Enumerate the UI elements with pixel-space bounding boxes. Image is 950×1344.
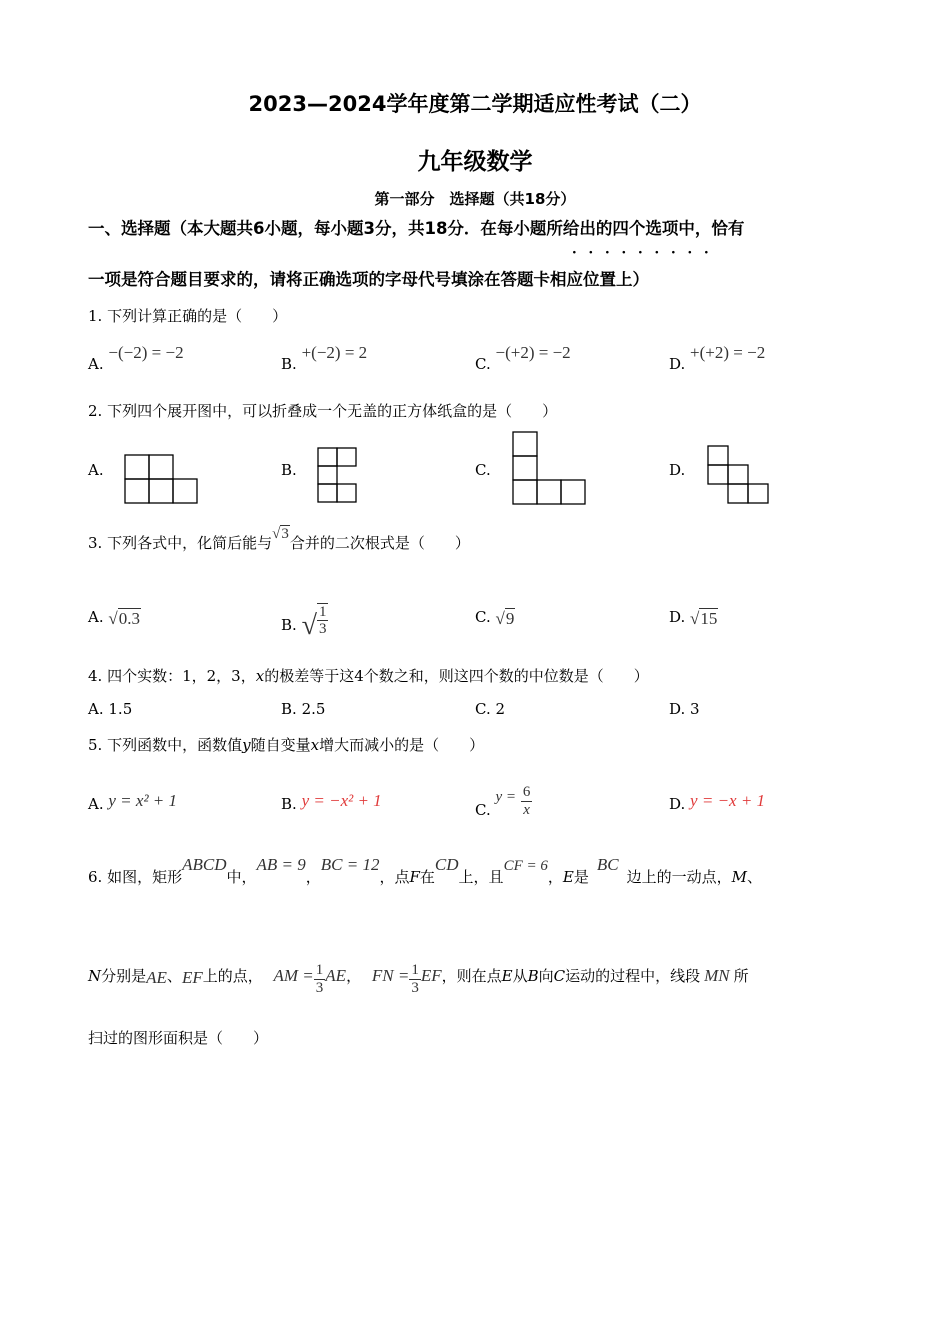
q6-text: 运动的过程中，线段 [565,967,701,985]
q4-option-b[interactable] [281,700,325,718]
q3-b-numerator: 1 [318,603,327,620]
q6-text: 从 [512,967,528,985]
q5-option-a[interactable] [88,791,178,814]
section-instructions-line2 [88,266,649,290]
option-letter: D. [669,608,686,626]
q6-text: ，点 [379,868,410,886]
q6-mn: MN [704,966,730,985]
q5-stem-b: 随自变量 [250,736,311,754]
q6-text: 在 [419,868,435,886]
q5-x: x [310,736,320,754]
q6-text: 所 [733,967,749,985]
q5-d-expr: y = −x + 1 [690,791,766,810]
option-letter: D. [669,355,686,373]
q3-b-denominator: 3 [318,621,327,637]
part-heading: 第一部分 选择题（共18分） [374,190,576,208]
q1-option-d[interactable] [669,343,766,374]
q6-text: 向 [538,967,554,985]
q6-text: ， [346,967,362,985]
q5-stem-c: 增大而减小的是（ ） [319,736,485,754]
q6-n: N [88,967,102,985]
q6-text: 、 [166,967,182,985]
q6-fn-lhs: FN = [371,966,410,985]
q5-option-c[interactable] [475,784,532,828]
q3-d-radicand: 15 [700,609,718,628]
q6-ae: AE [146,968,167,987]
q6-line3: 扫过的图形面积是（ ） [88,1029,269,1047]
q6-text: ， [547,868,563,886]
option-letter: B. [281,700,297,718]
option-letter: A. [88,700,104,718]
q3-option-d[interactable]: D. √15 [669,608,718,628]
q3-option-b[interactable]: B. √ $\frac{1}{3}$ [281,603,327,641]
option-letter: D. [669,700,686,718]
q6-am-lhs: AM = [273,966,314,985]
q1-option-a[interactable] [88,343,184,374]
q6-b: B [527,967,539,985]
q6-m: M [731,868,747,886]
q5-stem [88,734,484,755]
q5-option-b[interactable] [281,791,382,814]
q6-line2 [88,960,749,994]
q6-ab: AB = 9 [256,855,306,874]
q4-stem-b: 的极差等于这4个数之和，则这四个数的中位数是（ ） [264,667,649,685]
q2-option-d[interactable]: D. [669,461,686,479]
q6-text: 边上的一动点， [626,868,732,886]
q3-c-radicand: 9 [505,609,515,628]
option-letter: A. [88,795,104,813]
exam-subtitle: 九年级数学 [417,149,533,175]
q6-c: C [553,967,566,985]
option-letter: C. [475,801,491,819]
q4-option-a[interactable] [88,700,132,718]
q2-stem: 2. 下列四个展开图中，可以折叠成一个无盖的正方体纸盒的是（ ） [88,402,558,420]
q3-stem-radicand: 3 [281,526,289,542]
option-letter: B. [281,355,297,373]
q6-text: ，则在点 [441,967,502,985]
q6-text: 6. 如图，矩形 [88,868,183,886]
q1-d-expr: +(+2) = −2 [690,343,766,362]
q3-stem-b: 合并的二次根式是（ ） [289,534,470,552]
q5-stem-a: 5. 下列函数中，函数值 [88,736,243,754]
q3-option-a[interactable]: A. √0.3 [88,608,140,628]
q6-text: 上的点， [202,967,263,985]
q6-ef: EF [181,968,203,987]
instructions-text-a: 一项是符合题目要求的，请将正确选项的字母代号 [88,270,451,289]
q6-am-num: 1 [315,962,324,978]
q4-a-value: 1.5 [108,700,133,718]
q1-b-expr: +(−2) = 2 [301,343,368,362]
option-letter: A. [88,355,104,373]
q5-y: y [242,736,251,754]
q2-option-b[interactable]: B. [281,461,297,479]
q6-cf: CF = 6 [503,858,548,874]
q6-text: 上，且 [458,868,504,886]
q4-option-d[interactable] [669,700,700,718]
q6-f: F [409,868,420,886]
q1-stem: 1. 下列计算正确的是（ ） [88,307,288,325]
q4-b-value: 2.5 [301,700,326,718]
q5-option-d[interactable] [669,791,766,814]
q2-net-a [124,454,200,504]
q6-cd: CD [434,855,459,874]
q4-d-value: 3 [690,700,700,718]
q2-net-d [707,445,769,505]
q5-b-expr: y = −x² + 1 [301,791,382,810]
q2-net-c [512,431,589,505]
option-letter: B. [281,795,297,813]
q4-option-c[interactable] [475,700,505,718]
q6-am-den: 3 [315,979,324,996]
q2-net-b [317,447,359,505]
q1-option-c[interactable] [475,343,571,374]
q6-text: 是 [573,868,589,886]
q3-option-c[interactable]: C. √9 [475,608,515,628]
q4-c-value: 2 [495,700,506,718]
q6-e: E [562,868,574,886]
q6-bc2: BC [596,855,619,874]
q3-stem-a: 3. 下列各式中，化简后能与 [88,534,273,552]
q1-option-b[interactable] [281,343,368,374]
q4-var: x [255,667,265,685]
q6-am-rhs: AE [325,966,347,985]
q6-e2: E [501,967,513,985]
q1-a-expr: −(−2) = −2 [108,343,184,362]
q2-option-c[interactable]: C. [475,461,491,479]
option-letter: A. [88,608,104,626]
option-letter: C. [475,700,491,718]
q5-c-denominator: x [523,801,530,818]
option-letter: B. [281,616,297,634]
q6-fn-num: 1 [411,962,419,978]
section-instructions-line1: 一、选择题（本大题共6小题，每小题3分，共18分．在每小题所给出的四个选项中，恰有 [88,219,745,238]
q5-c-lhs: y = [495,789,517,805]
q3-a-radicand: 0.3 [118,609,140,628]
q2-option-a[interactable]: A. [88,461,104,479]
instructions-text-c: ） [632,270,649,289]
q5-c-numerator: 6 [522,784,531,800]
option-letter: C. [475,355,491,373]
q6-text: 分别是 [101,967,147,985]
q1-c-expr: −(+2) = −2 [495,343,571,362]
q3-stem: 3. 下列各式中，化简后能与√3合并的二次根式是（ ） [88,526,470,552]
emphasized-text: 填涂在答题卡相应位置上 [451,270,633,289]
q6-line1 [88,855,762,887]
option-letter: C. [475,608,491,626]
q6-text: 、 [746,868,762,886]
q6-text: 中， [226,868,257,886]
q6-fn-rhs: EF [420,966,442,985]
q4-stem [88,665,649,686]
q6-text: ， [305,868,321,886]
q4-stem-a: 4. 四个实数：1，2，3， [88,667,256,685]
exam-title: 2023—2024学年度第二学期适应性考试（二） [248,92,702,116]
option-letter: D. [669,795,686,813]
q5-a-expr: y = x² + 1 [108,791,178,810]
q6-fn-den: 3 [411,979,419,996]
q6-abcd: ABCD [182,855,227,874]
q6-bc: BC = 12 [320,855,380,874]
emphasis-dots: · · · · · · · · · [571,245,709,261]
